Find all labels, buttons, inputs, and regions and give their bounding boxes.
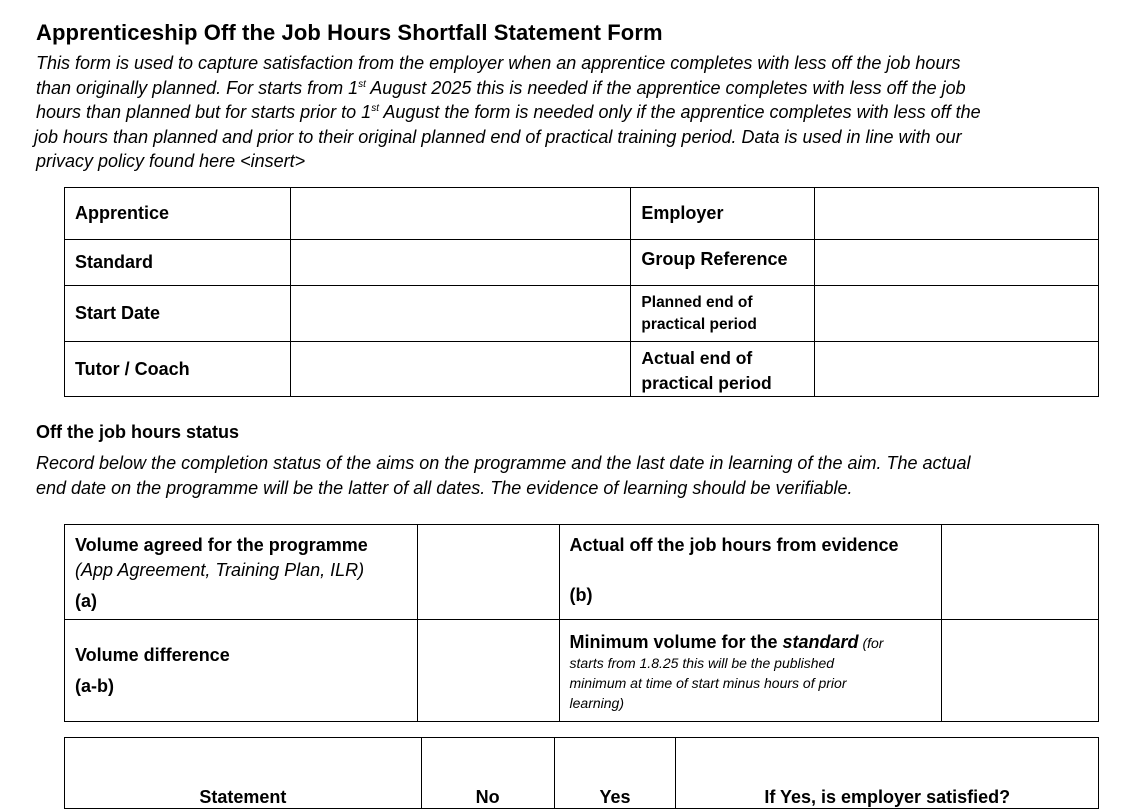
intro-line [36, 149, 1076, 174]
start-date-field[interactable] [290, 286, 631, 342]
table-row [65, 620, 1099, 722]
actual-hours-code: (b) [569, 585, 593, 605]
standard-field[interactable] [290, 240, 631, 286]
satisfied-column-header: If Yes, is employer satisfied? [676, 738, 1099, 809]
actual-end-label [631, 342, 815, 397]
volume-agreed-code: (a) [75, 591, 97, 611]
intro-line-2b: August 2025 this is needed if the apprentice completes with less off the job [365, 77, 966, 98]
volume-table [64, 524, 1099, 722]
actual-end-label-line: Actual end of [641, 348, 753, 368]
intro-line [36, 100, 1076, 125]
start-date-label: Start Date [65, 286, 291, 342]
no-column-header: No [421, 738, 554, 809]
statement-column-header: Statement [65, 738, 422, 809]
volume-difference-label [65, 620, 418, 722]
table-row [65, 240, 1099, 286]
intro-line-4: job hours than planned and prior to their original planned end of practical training period. Data is used in line with our [34, 126, 962, 147]
details-table [64, 187, 1099, 397]
table-header-row [65, 738, 1099, 809]
minimum-volume-title-a: Minimum volume for the [569, 632, 783, 652]
volume-agreed-label [65, 525, 418, 620]
volume-agreed-subtitle: (App Agreement, Training Plan, ILR) [75, 560, 365, 580]
intro-line [36, 76, 1076, 101]
section-heading: Off the job hours status [36, 422, 240, 442]
table-row [65, 188, 1099, 240]
table-row [65, 525, 1099, 620]
intro-line-2a: than originally planned. For starts from 1 [36, 77, 359, 98]
employer-field[interactable] [815, 188, 1099, 240]
actual-hours-field[interactable] [942, 525, 1099, 620]
intro-line-3a: hours than planned but for starts prior to 1 [36, 102, 372, 122]
minimum-volume-note: (for [858, 635, 884, 651]
volume-difference-code: (a-b) [75, 675, 114, 696]
intro-line-1: This form is used to capture satisfaction from the employer when an apprentice completes with less off the job hours [36, 53, 961, 73]
standard-label: Standard [65, 240, 291, 286]
minimum-volume-title [570, 631, 932, 653]
minimum-volume-label [559, 620, 942, 722]
planned-end-label-line: Planned end of [641, 293, 753, 311]
apprentice-label: Apprentice [65, 188, 291, 240]
volume-difference-title: Volume difference [75, 644, 230, 665]
group-reference-field[interactable] [815, 240, 1099, 286]
table-row [65, 286, 1099, 342]
volume-difference-field[interactable] [417, 620, 559, 722]
actual-hours-label [559, 525, 942, 620]
intro-line-5: privacy policy found here <insert> [36, 151, 306, 171]
minimum-volume-note: starts from 1.8.25 this will be the published [569, 655, 835, 671]
minimum-volume-field[interactable] [942, 620, 1099, 722]
volume-agreed-field[interactable] [417, 525, 559, 620]
actual-end-field[interactable] [815, 342, 1099, 397]
actual-hours-title: Actual off the job hours from evidence [569, 535, 899, 555]
section-text-line: end date on the programme will be the latter of all dates. The evidence of learning should be verifiable. [36, 477, 853, 498]
intro-line-3b: August the form is needed only if the apprentice completes with less off the [378, 102, 981, 122]
yes-column-header: Yes [554, 738, 676, 809]
form-title: Apprenticeship Off the Job Hours Shortfall Statement Form [36, 20, 663, 45]
superscript: st [358, 78, 366, 90]
tutor-field[interactable] [290, 342, 631, 397]
minimum-volume-note: minimum at time of start minus hours of prior [569, 675, 847, 691]
planned-end-field[interactable] [815, 286, 1099, 342]
employer-label: Employer [631, 188, 815, 240]
actual-end-label-line: practical period [641, 373, 772, 393]
planned-end-label-line: practical period [641, 315, 757, 333]
planned-end-label [631, 286, 815, 342]
section-instructions [36, 451, 1076, 500]
section-text-line: Record below the completion status of the aims on the programme and the last date in learning of the aim. The actual [36, 453, 971, 473]
intro-line [36, 51, 1076, 76]
tutor-label: Tutor / Coach [65, 342, 291, 397]
group-reference-label: Group Reference [631, 240, 815, 286]
minimum-volume-title-b: standard [782, 632, 859, 652]
superscript: st [371, 103, 379, 114]
intro-text [36, 51, 1076, 174]
minimum-volume-note: learning) [569, 695, 624, 711]
statement-table [64, 737, 1099, 809]
table-row [65, 342, 1099, 397]
volume-agreed-title: Volume agreed for the programme [75, 535, 368, 555]
intro-line [34, 125, 1076, 150]
apprentice-field[interactable] [290, 188, 631, 240]
